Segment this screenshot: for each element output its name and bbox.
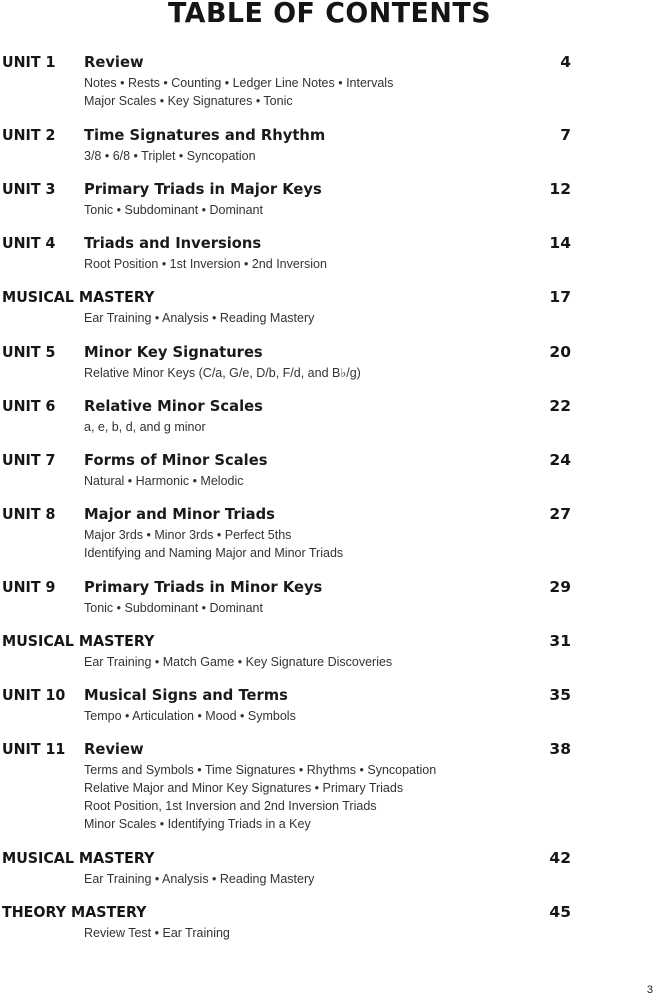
entry-page-number: 20 bbox=[549, 343, 571, 361]
subtopic-line: Tonic • Subdominant • Dominant bbox=[84, 601, 263, 615]
entry-label: UNIT 2 bbox=[2, 126, 56, 144]
entry-page-number: 17 bbox=[549, 288, 571, 306]
entry-label: UNIT 5 bbox=[2, 343, 56, 361]
entry-page-number: 7 bbox=[560, 126, 571, 144]
entry-page-number: 42 bbox=[549, 849, 571, 867]
entry-label: THEORY MASTERY bbox=[2, 903, 147, 921]
entry-subtopics bbox=[84, 255, 327, 273]
entry-subtopics bbox=[84, 599, 263, 617]
entry-subtopics bbox=[84, 526, 343, 562]
entry-page-number: 24 bbox=[549, 451, 571, 469]
page-number: 3 bbox=[646, 984, 653, 996]
entry-page-number: 14 bbox=[549, 234, 571, 252]
entry-title: Primary Triads in Major Keys bbox=[84, 180, 322, 198]
entry-subtopics bbox=[84, 761, 436, 833]
entry-label: UNIT 1 bbox=[2, 53, 56, 71]
entry-subtopics bbox=[84, 418, 206, 436]
entry-title: Musical Signs and Terms bbox=[84, 686, 288, 704]
subtopic-line: Review Test • Ear Training bbox=[84, 926, 230, 940]
subtopic-line: Tonic • Subdominant • Dominant bbox=[84, 203, 263, 217]
subtopic-line: Notes • Rests • Counting • Ledger Line Notes • Intervals bbox=[84, 76, 394, 90]
entry-label: UNIT 10 bbox=[2, 686, 66, 704]
entry-subtopics bbox=[84, 147, 256, 165]
entry-page-number: 27 bbox=[549, 505, 571, 523]
entry-subtopics bbox=[84, 472, 244, 490]
entry-label: UNIT 7 bbox=[2, 451, 56, 469]
entry-label: UNIT 4 bbox=[2, 234, 56, 252]
subtopic-line: Relative Major and Minor Key Signatures • Primary Triads bbox=[84, 781, 404, 795]
entry-subtopics bbox=[84, 74, 393, 110]
subtopic-line: Ear Training • Match Game • Key Signature Discoveries bbox=[84, 655, 393, 669]
entry-subtopics bbox=[84, 309, 314, 327]
entry-label: UNIT 6 bbox=[2, 397, 56, 415]
entry-subtopics bbox=[84, 707, 296, 725]
entry-subtopics bbox=[84, 924, 230, 942]
entry-subtopics bbox=[84, 364, 361, 382]
entry-title: Relative Minor Scales bbox=[84, 397, 263, 415]
entry-page-number: 38 bbox=[549, 740, 571, 758]
entry-page-number: 45 bbox=[549, 903, 571, 921]
entry-label: MUSICAL MASTERY bbox=[2, 288, 155, 306]
subtopic-line: Relative Minor Keys (C/a, G/e, D/b, F/d, and B♭/g) bbox=[84, 366, 361, 380]
subtopic-line: Root Position • 1st Inversion • 2nd Inversion bbox=[84, 257, 327, 271]
entry-label: UNIT 11 bbox=[2, 740, 66, 758]
entry-subtopics bbox=[84, 870, 314, 888]
subtopic-line: Ear Training • Analysis • Reading Mastery bbox=[84, 872, 315, 886]
subtopic-line: Identifying and Naming Major and Minor Triads bbox=[84, 546, 344, 560]
entry-page-number: 4 bbox=[560, 53, 571, 71]
entry-page-number: 12 bbox=[549, 180, 571, 198]
entry-title: Primary Triads in Minor Keys bbox=[84, 578, 323, 596]
entry-title: Minor Key Signatures bbox=[84, 343, 263, 361]
entry-title: Forms of Minor Scales bbox=[84, 451, 268, 469]
subtopic-line: Tempo • Articulation • Mood • Symbols bbox=[84, 709, 296, 723]
entry-label: UNIT 8 bbox=[2, 505, 56, 523]
subtopic-line: a, e, b, d, and g minor bbox=[84, 420, 206, 434]
subtopic-line: Terms and Symbols • Time Signatures • Rhythms • Syncopation bbox=[84, 763, 437, 777]
entry-page-number: 22 bbox=[549, 397, 571, 415]
entry-title: Time Signatures and Rhythm bbox=[84, 126, 326, 144]
subtopic-line: Natural • Harmonic • Melodic bbox=[84, 474, 244, 488]
entry-page-number: 31 bbox=[549, 632, 571, 650]
page-title: TABLE OF CONTENTS bbox=[167, 0, 492, 29]
subtopic-line: Root Position, 1st Inversion and 2nd Inversion Triads bbox=[84, 799, 377, 813]
entry-title: Review bbox=[84, 53, 144, 71]
subtopic-line: Minor Scales • Identifying Triads in a Key bbox=[84, 817, 311, 831]
entry-title: Major and Minor Triads bbox=[84, 505, 275, 523]
entry-label: MUSICAL MASTERY bbox=[2, 849, 155, 867]
entry-subtopics bbox=[84, 201, 263, 219]
entry-page-number: 35 bbox=[549, 686, 571, 704]
entry-title: Review bbox=[84, 740, 144, 758]
entry-subtopics bbox=[84, 653, 392, 671]
entry-label: UNIT 3 bbox=[2, 180, 56, 198]
subtopic-line: Major Scales • Key Signatures • Tonic bbox=[84, 94, 293, 108]
subtopic-line: Major 3rds • Minor 3rds • Perfect 5ths bbox=[84, 528, 292, 542]
subtopic-line: 3/8 • 6/8 • Triplet • Syncopation bbox=[84, 149, 256, 163]
entry-label: MUSICAL MASTERY bbox=[2, 632, 155, 650]
entry-page-number: 29 bbox=[549, 578, 571, 596]
entry-label: UNIT 9 bbox=[2, 578, 56, 596]
subtopic-line: Ear Training • Analysis • Reading Mastery bbox=[84, 311, 315, 325]
entry-title: Triads and Inversions bbox=[84, 234, 262, 252]
